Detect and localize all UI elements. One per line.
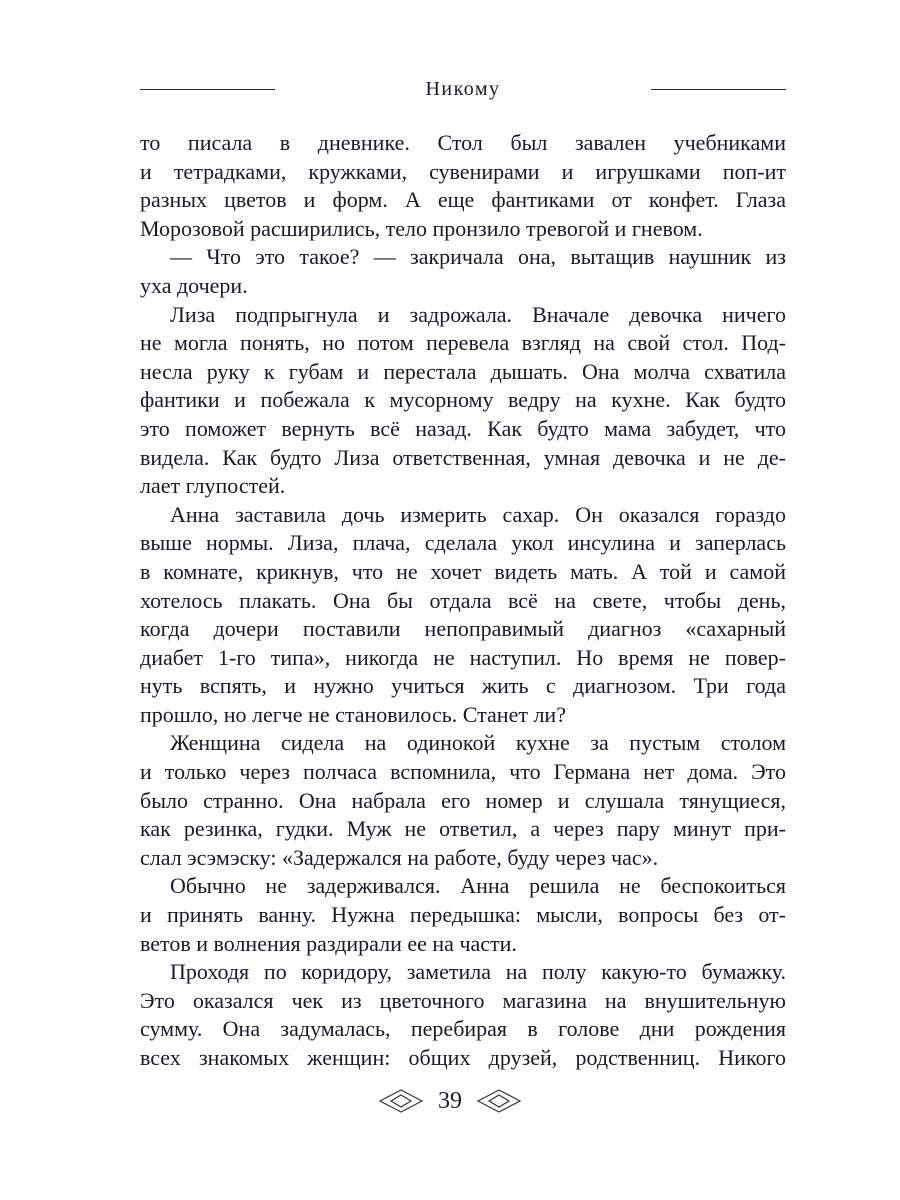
text-line: сумму. Она задумалась, перебирая в голове дни рождения (140, 1016, 786, 1042)
text-line: не могла понять, но потом перевела взгляд на свой стол. Под- (140, 330, 786, 356)
text-line: Женщина сидела на одинокой кухне за пустым столом (170, 730, 786, 756)
text-line: Анна заставила дочь измерить сахар. Он оказался гораздо (170, 501, 786, 527)
text-line: и тетрадками, кружками, сувенирами и игрушками поп-ит (140, 158, 786, 184)
text-line: и только через полчаса вспомнила, что Германа нет дома. Это (140, 759, 786, 785)
text-line: уха дочери. (140, 272, 248, 298)
text-line: и принять ванну. Нужна передышка: мысли, вопросы без от- (140, 902, 786, 928)
text-line: фантики и побежала к мусорному ведру на кухне. Как будто (140, 387, 786, 413)
page-footer (0, 1088, 900, 1114)
paragraph (140, 729, 786, 872)
page-header (140, 76, 786, 102)
text-line: хотелось плакать. Она бы отдала всё на свете, чтобы день, (140, 587, 786, 613)
paragraph (140, 301, 786, 501)
text-line: диабет 1-го типа», никогда не наступил. Но время не повер- (140, 644, 786, 670)
text-line: разных цветов и форм. А еще фантиками от конфет. Глаза (140, 187, 786, 213)
page-number: 39 (438, 1088, 462, 1114)
page-number-ornament-right-icon (476, 1088, 522, 1114)
text-line: Проходя по коридору, заметила на полу какую-то бумажку. (170, 959, 786, 985)
chapter-title: Никому (425, 77, 501, 100)
text-line: — Что это такое? — закричала она, вытащив наушник из (170, 244, 786, 270)
paragraph (140, 129, 786, 243)
text-line: Обычно не задерживался. Анна решила не беспокоиться (170, 873, 786, 899)
text-line: видела. Как будто Лиза ответственная, умная девочка и не де- (140, 444, 786, 470)
text-line: ветов и волнения раздирали ее на части. (140, 930, 517, 956)
header-rule-left (140, 89, 275, 90)
text-line: это поможет вернуть всё назад. Как будто мама забудет, что (140, 415, 786, 441)
page-body (140, 129, 786, 1073)
paragraph (140, 501, 786, 730)
paragraph (140, 872, 786, 958)
text-line: в комнате, крикнув, что не хочет видеть мать. А той и самой (140, 558, 786, 584)
text-line: было странно. Она набрала его номер и слушала тянущиеся, (140, 787, 786, 813)
text-line: выше нормы. Лиза, плача, сделала укол инсулина и заперлась (140, 530, 786, 556)
text-line: Морозовой расширились, тело пронзило тревогой и гневом. (140, 215, 703, 241)
text-line: Лиза подпрыгнула и задрожала. Вначале девочка ничего (170, 301, 786, 327)
text-line: как резинка, гудки. Муж не ответил, а через пару минут при- (140, 816, 786, 842)
text-line: то писала в дневнике. Стол был завален учебниками (140, 130, 786, 155)
paragraph (140, 958, 786, 1072)
paragraph (140, 243, 786, 300)
text-line: слал эсэмэску: «Задержался на работе, буду через час». (140, 844, 659, 870)
text-line: всех знакомых женщин: общих друзей, родственниц. Никого (140, 1045, 786, 1070)
page-number-ornament-left-icon (378, 1088, 424, 1114)
text-line: нуть вспять, и нужно учиться жить с диагнозом. Три года (140, 673, 786, 699)
text-line: Это оказался чек из цветочного магазина на внушительную (140, 987, 786, 1013)
text-line: несла руку к губам и перестала дышать. Она молча схватила (140, 358, 786, 384)
text-line: лает глупостей. (140, 473, 286, 499)
text-line: когда дочери поставили непоправимый диагноз «сахарный (140, 616, 786, 642)
text-line: прошло, но легче не становилось. Станет ли? (140, 701, 566, 727)
header-rule-right (651, 89, 786, 90)
